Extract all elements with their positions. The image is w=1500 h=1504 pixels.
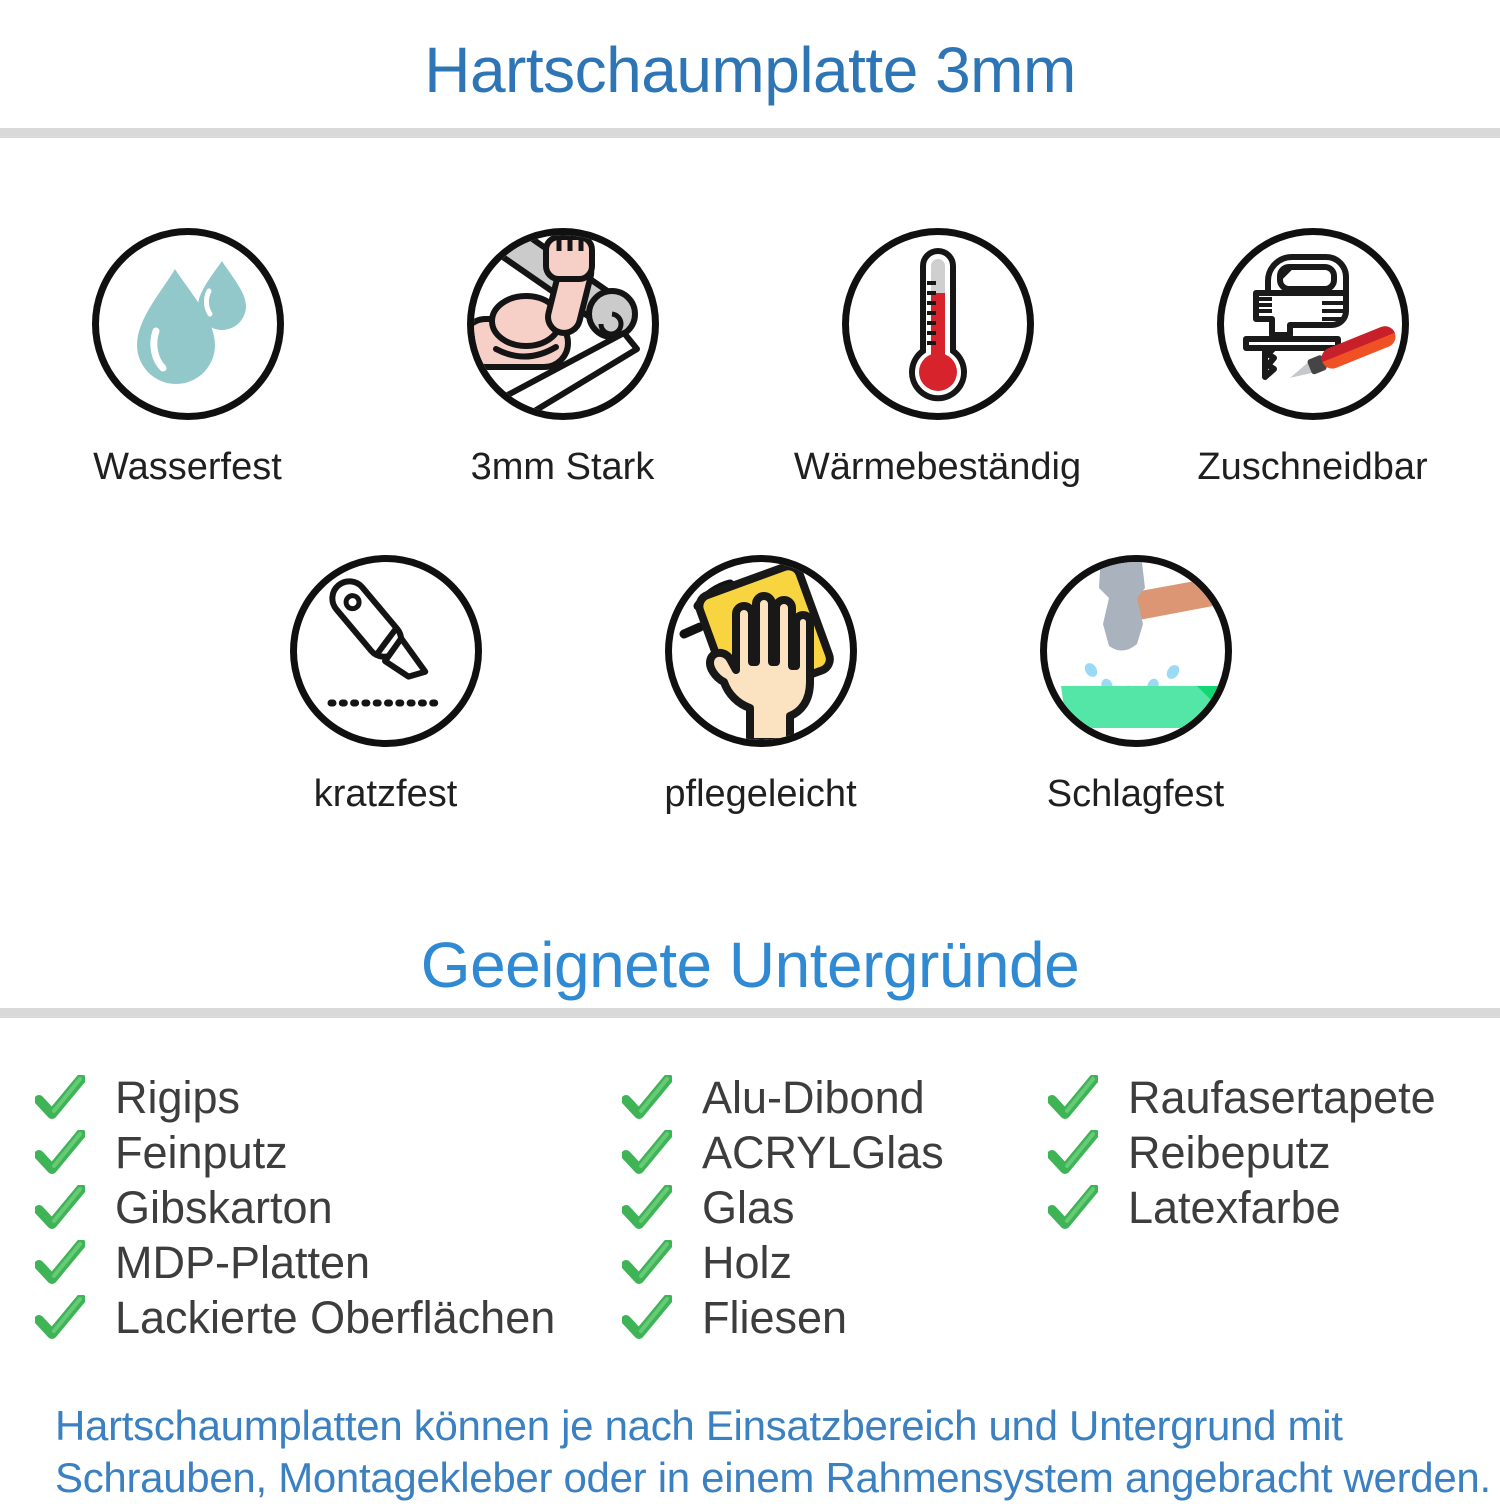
check-icon [622,1295,672,1341]
feature-easy-care [573,555,948,816]
feature-label: Wasserfest [93,446,282,488]
feature-scratchproof [198,555,573,816]
substrate-label: Raufasertapete [1128,1071,1436,1123]
list-item [35,1290,555,1345]
substrate-label: Glas [702,1181,795,1233]
page-title: Hartschaumplatte 3mm [424,34,1076,106]
list-item [1048,1125,1436,1180]
check-icon [35,1295,85,1341]
feature-waterproof [0,228,375,489]
divider-bar [0,1008,1500,1018]
substrate-label: Latexfarbe [1128,1181,1341,1233]
feature-row-2 [198,555,1323,816]
list-item [35,1235,555,1290]
list-item [622,1235,944,1290]
list-item [1048,1070,1436,1125]
hammer-impact-icon [1040,555,1232,747]
footer-note [55,1400,1491,1504]
water-drops-icon [92,228,284,420]
list-item [622,1180,944,1235]
footer-line: Hartschaumplatten können je nach Einsatzbereich und Untergrund mit [55,1402,1343,1449]
feature-label: Zuschneidbar [1197,446,1428,488]
list-item [35,1125,555,1180]
feature-thickness [375,228,750,489]
check-icon [1048,1075,1098,1121]
substrate-list-2 [622,1070,944,1345]
feature-label: Schlagfest [1046,773,1225,815]
jigsaw-cutter-icon [1217,228,1409,420]
check-icon [622,1185,672,1231]
check-icon [35,1075,85,1121]
substrate-label: ACRYLGlas [702,1126,944,1178]
substrate-label: Lackierte Oberflächen [115,1291,556,1343]
substrate-list-3 [1048,1070,1436,1235]
substrate-label: Fliesen [702,1291,848,1343]
feature-label: kratzfest [313,773,458,815]
list-item [622,1070,944,1125]
check-icon [622,1240,672,1286]
substrate-label: Feinputz [115,1126,288,1178]
check-icon [35,1130,85,1176]
list-item [35,1070,555,1125]
check-icon [35,1240,85,1286]
list-item [35,1180,555,1235]
feature-heat-resistant [750,228,1125,489]
divider-bar [0,128,1500,138]
feature-label: pflegeleicht [664,773,857,815]
substrate-label: MDP-Platten [115,1236,371,1288]
cleaning-hand-icon [665,555,857,747]
check-icon [1048,1185,1098,1231]
section-title: Geeignete Untergründe [420,929,1080,1001]
thermometer-icon [842,228,1034,420]
feature-impact-resistant [948,555,1323,816]
muscle-arm-icon [467,228,659,420]
footer-line: Schrauben, Montagekleber oder in einem Rahmensystem angebracht werden. [55,1454,1491,1501]
substrate-label: Alu-Dibond [702,1071,925,1123]
check-icon [622,1130,672,1176]
substrate-label: Holz [702,1236,793,1288]
list-item [622,1290,944,1345]
check-icon [35,1185,85,1231]
list-item [1048,1180,1436,1235]
feature-label: 3mm Stark [470,446,655,488]
utility-knife-icon [290,555,482,747]
check-icon [622,1075,672,1121]
substrate-label: Reibeputz [1128,1126,1331,1178]
substrate-label: Gibskarton [115,1181,333,1233]
list-item [622,1125,944,1180]
substrate-list-1 [35,1070,555,1345]
substrate-label: Rigips [115,1071,241,1123]
feature-label: Wärmebeständig [793,446,1082,488]
feature-cuttable [1125,228,1500,489]
check-icon [1048,1130,1098,1176]
feature-row-1 [0,228,1500,489]
